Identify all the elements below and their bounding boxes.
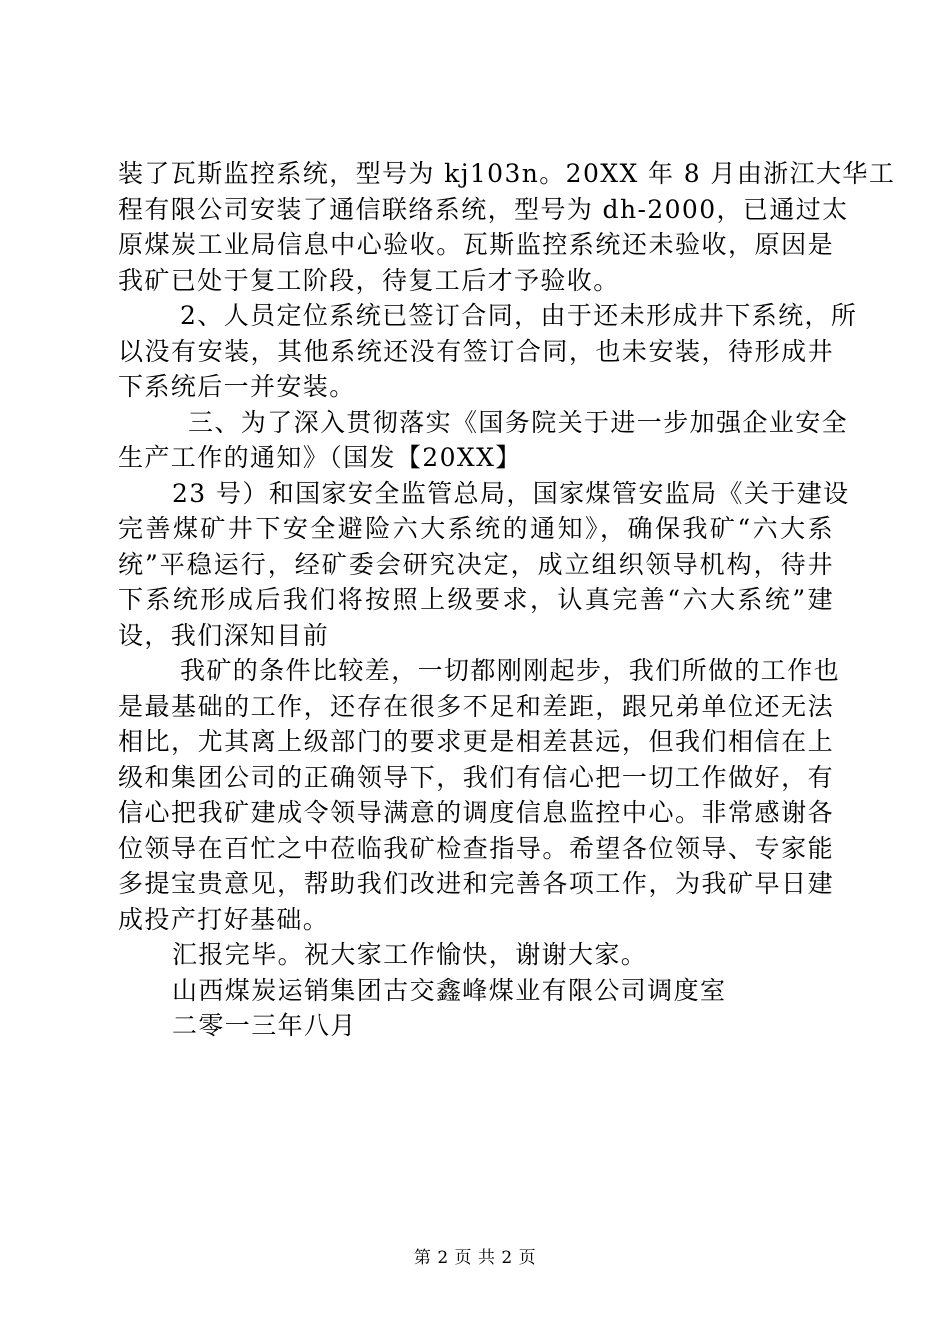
text-line: 多提宝贵意见，帮助我们改进和完善各项工作，为我矿早日建	[118, 869, 834, 898]
text-line: 成投产打好基础。	[118, 904, 330, 934]
text-line: 生产工作的通知》（国发【20XX】	[118, 443, 522, 472]
text-line: 位领导在百忙之中莅临我矿检查指导。希望各位领导、专家能	[118, 833, 834, 863]
text-line: 相比，尤其离上级部门的要求更是相差甚远，但我们相信在上	[118, 727, 834, 756]
page-number-footer: 第 2 页 共 2 页	[413, 1248, 537, 1268]
text-line: 汇报完毕。祝大家工作愉快，谢谢大家。	[172, 940, 648, 969]
text-line: 程有限公司安装了通信联络系统，型号为 dh-2000，已通过太	[118, 194, 849, 224]
text-line: 装了瓦斯监控系统，型号为 kj103n。20XX 年 8 月由浙江大华工	[118, 159, 896, 188]
text-line: 三、为了深入贯彻落实《国务院关于进一步加强企业安全	[188, 407, 849, 437]
text-line: 原煤炭工业局信息中心验收。瓦斯监控系统还未验收，原因是	[118, 230, 834, 259]
text-line: 下系统后一并安装。	[118, 372, 356, 401]
text-line: 设，我们深知目前	[118, 620, 330, 650]
document-body	[118, 156, 896, 1044]
text-line: 下系统形成后我们将按照上级要求，认真完善“六大系统”建	[118, 585, 834, 614]
text-line: 统”平稳运行，经矿委会研究决定，成立组织领导机构，待井	[118, 549, 834, 579]
text-line: 完善煤矿井下安全避险六大系统的通知》，确保我矿“六大系	[118, 514, 834, 543]
text-line: 我矿的条件比较差，一切都刚刚起步，我们所做的工作也	[180, 656, 841, 685]
signature-date: 二零一三年八月	[172, 1011, 357, 1040]
text-line: 是最基础的工作，还存在很多不足和差距，跟兄弟单位还无法	[118, 691, 834, 721]
text-line: 以没有安装，其他系统还没有签订合同，也未安装，待形成井	[118, 336, 834, 366]
signature-organization: 山西煤炭运销集团古交鑫峰煤业有限公司调度室	[172, 975, 727, 1005]
text-line: 信心把我矿建成令领导满意的调度信息监控中心。非常感谢各	[118, 798, 834, 827]
text-line: 我矿已处于复工阶段，待复工后才予验收。	[118, 265, 620, 295]
text-line: 2、人员定位系统已签订合同，由于还未形成井下系统，所	[180, 301, 858, 330]
text-line: 23 号）和国家安全监管总局，国家煤管安监局《关于建设	[172, 478, 850, 508]
text-line: 级和集团公司的正确领导下，我们有信心把一切工作做好，有	[118, 762, 834, 792]
